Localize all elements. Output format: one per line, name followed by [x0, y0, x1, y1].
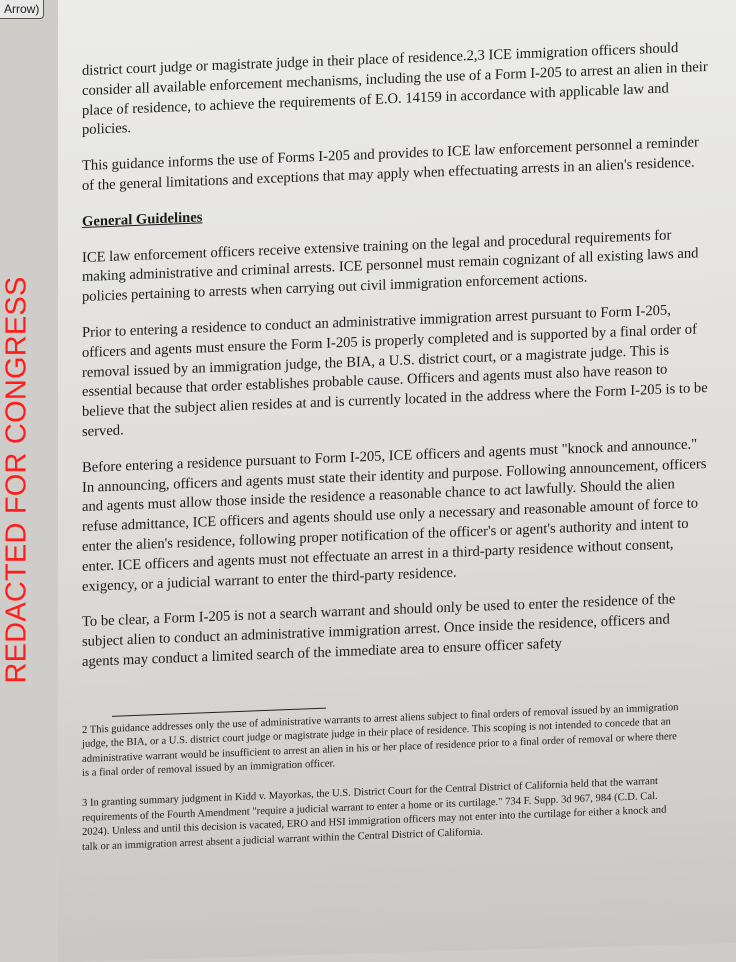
- footnote-3: 3 In granting summary judgment in Kidd v. Mayorkas, the U.S. District Court for the Central District of California held that the warrant requirements of the Fourth Amendment "require a judicial warrant to enter a home or its curtilage." 734 F. Supp. 3d 967, 984 (C.D. Cal. 2024). Unless and until this decision is vacated, ERO and HSI immigration officers may not enter into the curtilage for either a knock and talk or an immigration arrest absent a judicial warrant within the Central District of California.: [82, 776, 667, 853]
- paragraph-training: ICE law enforcement officers receive extensive training on the legal and procedural requirements for making administrative and criminal arrests. ICE personnel must remain cognizant of all existing laws and policies pertaining to arrests when carrying out civil immigration enforcement actions.: [82, 226, 699, 306]
- footnote-2: 2 This guidance addresses only the use of administrative warrants to arrest aliens subject to final orders of removal issued by an immigration judge, the BIA, or a U.S. district court judge or magistrate judge in their place of residence. This scoping is not intended to concede that an administrative warrant would be insufficient to arrest an alien in his or her place of residence prior to a final order of removal or where there is a final order of removal issued by an immigration officer.: [82, 701, 679, 779]
- redaction-stamp: [2, 225, 32, 735]
- section-heading: General Guidelines: [82, 209, 203, 230]
- paragraph-knock-and-announce: Before entering a residence pursuant to Form I-205, ICE officers and agents must "knock and announce." In announcing, officers and agents must state their identity and purpose. Following announcement, officers and agents must allow those inside the residence a reasonable chance to act lawfully. Should the alien refuse admittance, ICE officers and agents should use only a necessary and reasonable amount of force to enter the alien's residence, following proper notification of the officer's or agent's authority and intent to enter. ICE officers and agents must not effectuate an arrest in a third-party residence without consent, exigency, or a judicial warrant to enter the third-party residence.: [82, 436, 707, 595]
- window-tab-label[interactable]: Arrow): [0, 0, 44, 19]
- paragraph-prior-to-entering: Prior to entering a residence to conduct an administrative immigration arrest pursuant to Form I-205, officers and agents must ensure the Form I-205 is properly completed and is supported by a final order of removal issued by an immigration judge, the BIA, a U.S. district court, or a magistrate judge. This is essential because that order establishes probable cause. Officers and agents must also have reason to believe that the subject alien resides at and is currently located in the address where the Form I-205 is to be served.: [82, 302, 708, 440]
- document-body: [82, 38, 710, 871]
- paragraph-search-warrant: To be clear, a Form I-205 is not a search warrant and should only be used to enter the residence of the subject alien to conduct an administrative immigration arrest. Once inside the residence, officers and agents may conduct a limited search of the immediate area to ensure officer safety: [82, 591, 676, 670]
- redaction-stamp-text: REDACTED FOR CONGRESS: [0, 276, 33, 684]
- paragraph-intro: district court judge or magistrate judge in their place of residence.2,3 ICE immigration officers should consider all available enforcement mechanisms, including the use of a Form I-205 to arrest an alien in their place of residence, to achieve the requirements of E.O. 14159 in accordance with applicable law and policies.: [82, 40, 708, 139]
- paragraph-guidance-purpose: This guidance informs the use of Forms I-205 and provides to ICE law enforcement personnel a reminder of the general limitations and exceptions that may apply when effectuating arrests in an alien's residence.: [82, 134, 699, 194]
